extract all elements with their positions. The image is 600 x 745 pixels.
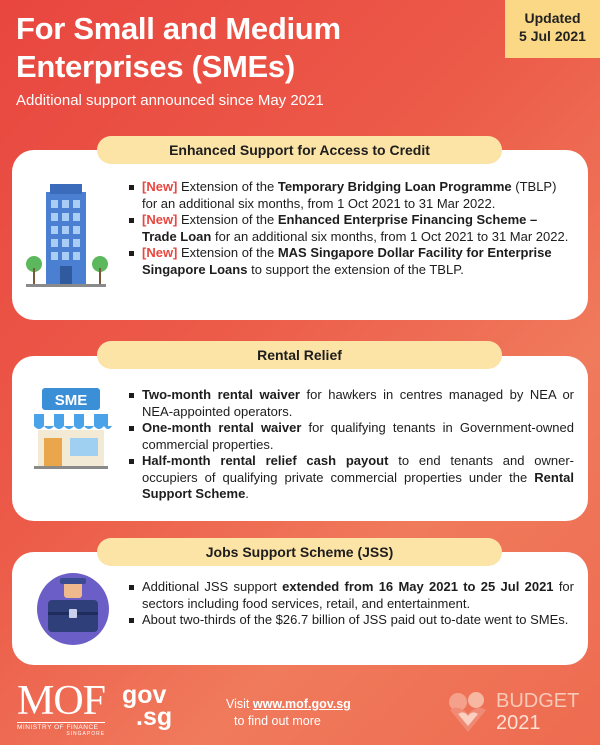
section-heading-rental: Rental Relief [97, 341, 502, 369]
list-item: Two-month rental waiver for hawkers in centres managed by NEA or NEA-appointed operators. [129, 387, 574, 420]
section-heading-credit: Enhanced Support for Access to Credit [97, 136, 502, 164]
visit-text: Visit www.mof.gov.sg to find out more [226, 697, 351, 728]
updated-label: Updated [524, 10, 581, 26]
updated-badge [505, 0, 600, 58]
list-item: Additional JSS support extended from 16 May 2021 to 25 Jul 2021 for sectors including food services, retail, and entertainment. [129, 579, 574, 612]
sme-shop-icon [30, 386, 112, 470]
list-item: Half-month rental relief cash payout to end tenants and owner-occupiers of qualifying private commercial properties under the Rental Support Scheme. [129, 453, 574, 503]
list-item: [New] Extension of the MAS Singapore Dollar Facility for Enterprise Singapore Loans to support the extension of the TBLP. [129, 245, 574, 278]
list-item: [New] Extension of the Enhanced Enterprise Financing Scheme – Trade Loan for an additional six months, from 1 Oct 2021 to 31 Mar 2022. [129, 212, 574, 245]
card-credit [12, 150, 588, 320]
page-title: For Small and Medium Enterprises (SMEs) [16, 11, 341, 84]
mof-logo: MOF MINISTRY OF FINANCE SINGAPORE [17, 678, 106, 737]
govsg-logo: gov .sg [122, 681, 173, 731]
mof-website-link[interactable]: www.mof.gov.sg [252, 697, 351, 711]
office-building-icon [20, 180, 112, 292]
section-heading-jss: Jobs Support Scheme (JSS) [97, 538, 502, 566]
card-rental [12, 356, 588, 521]
budget-heart-icon [444, 688, 492, 738]
list-item: [New] Extension of the Temporary Bridging Loan Programme (TBLP) for an additional six months, from 1 Oct 2021 to 31 Mar 2022. [129, 179, 574, 212]
shop-sign-text: SME [54, 392, 88, 409]
updated-date: 5 Jul 2021 [519, 28, 586, 44]
list-item: About two-thirds of the $26.7 billion of JSS paid out to-date went to SMEs. [129, 612, 574, 629]
list-item: One-month rental waiver for qualifying tenants in Government-owned commercial properties. [129, 420, 574, 453]
budget-2021-logo: BUDGET 2021 [444, 688, 594, 738]
briefcase-hand-icon [36, 572, 110, 646]
page-subtitle: Additional support announced since May 2021 [16, 92, 324, 109]
card-jss [12, 552, 588, 665]
